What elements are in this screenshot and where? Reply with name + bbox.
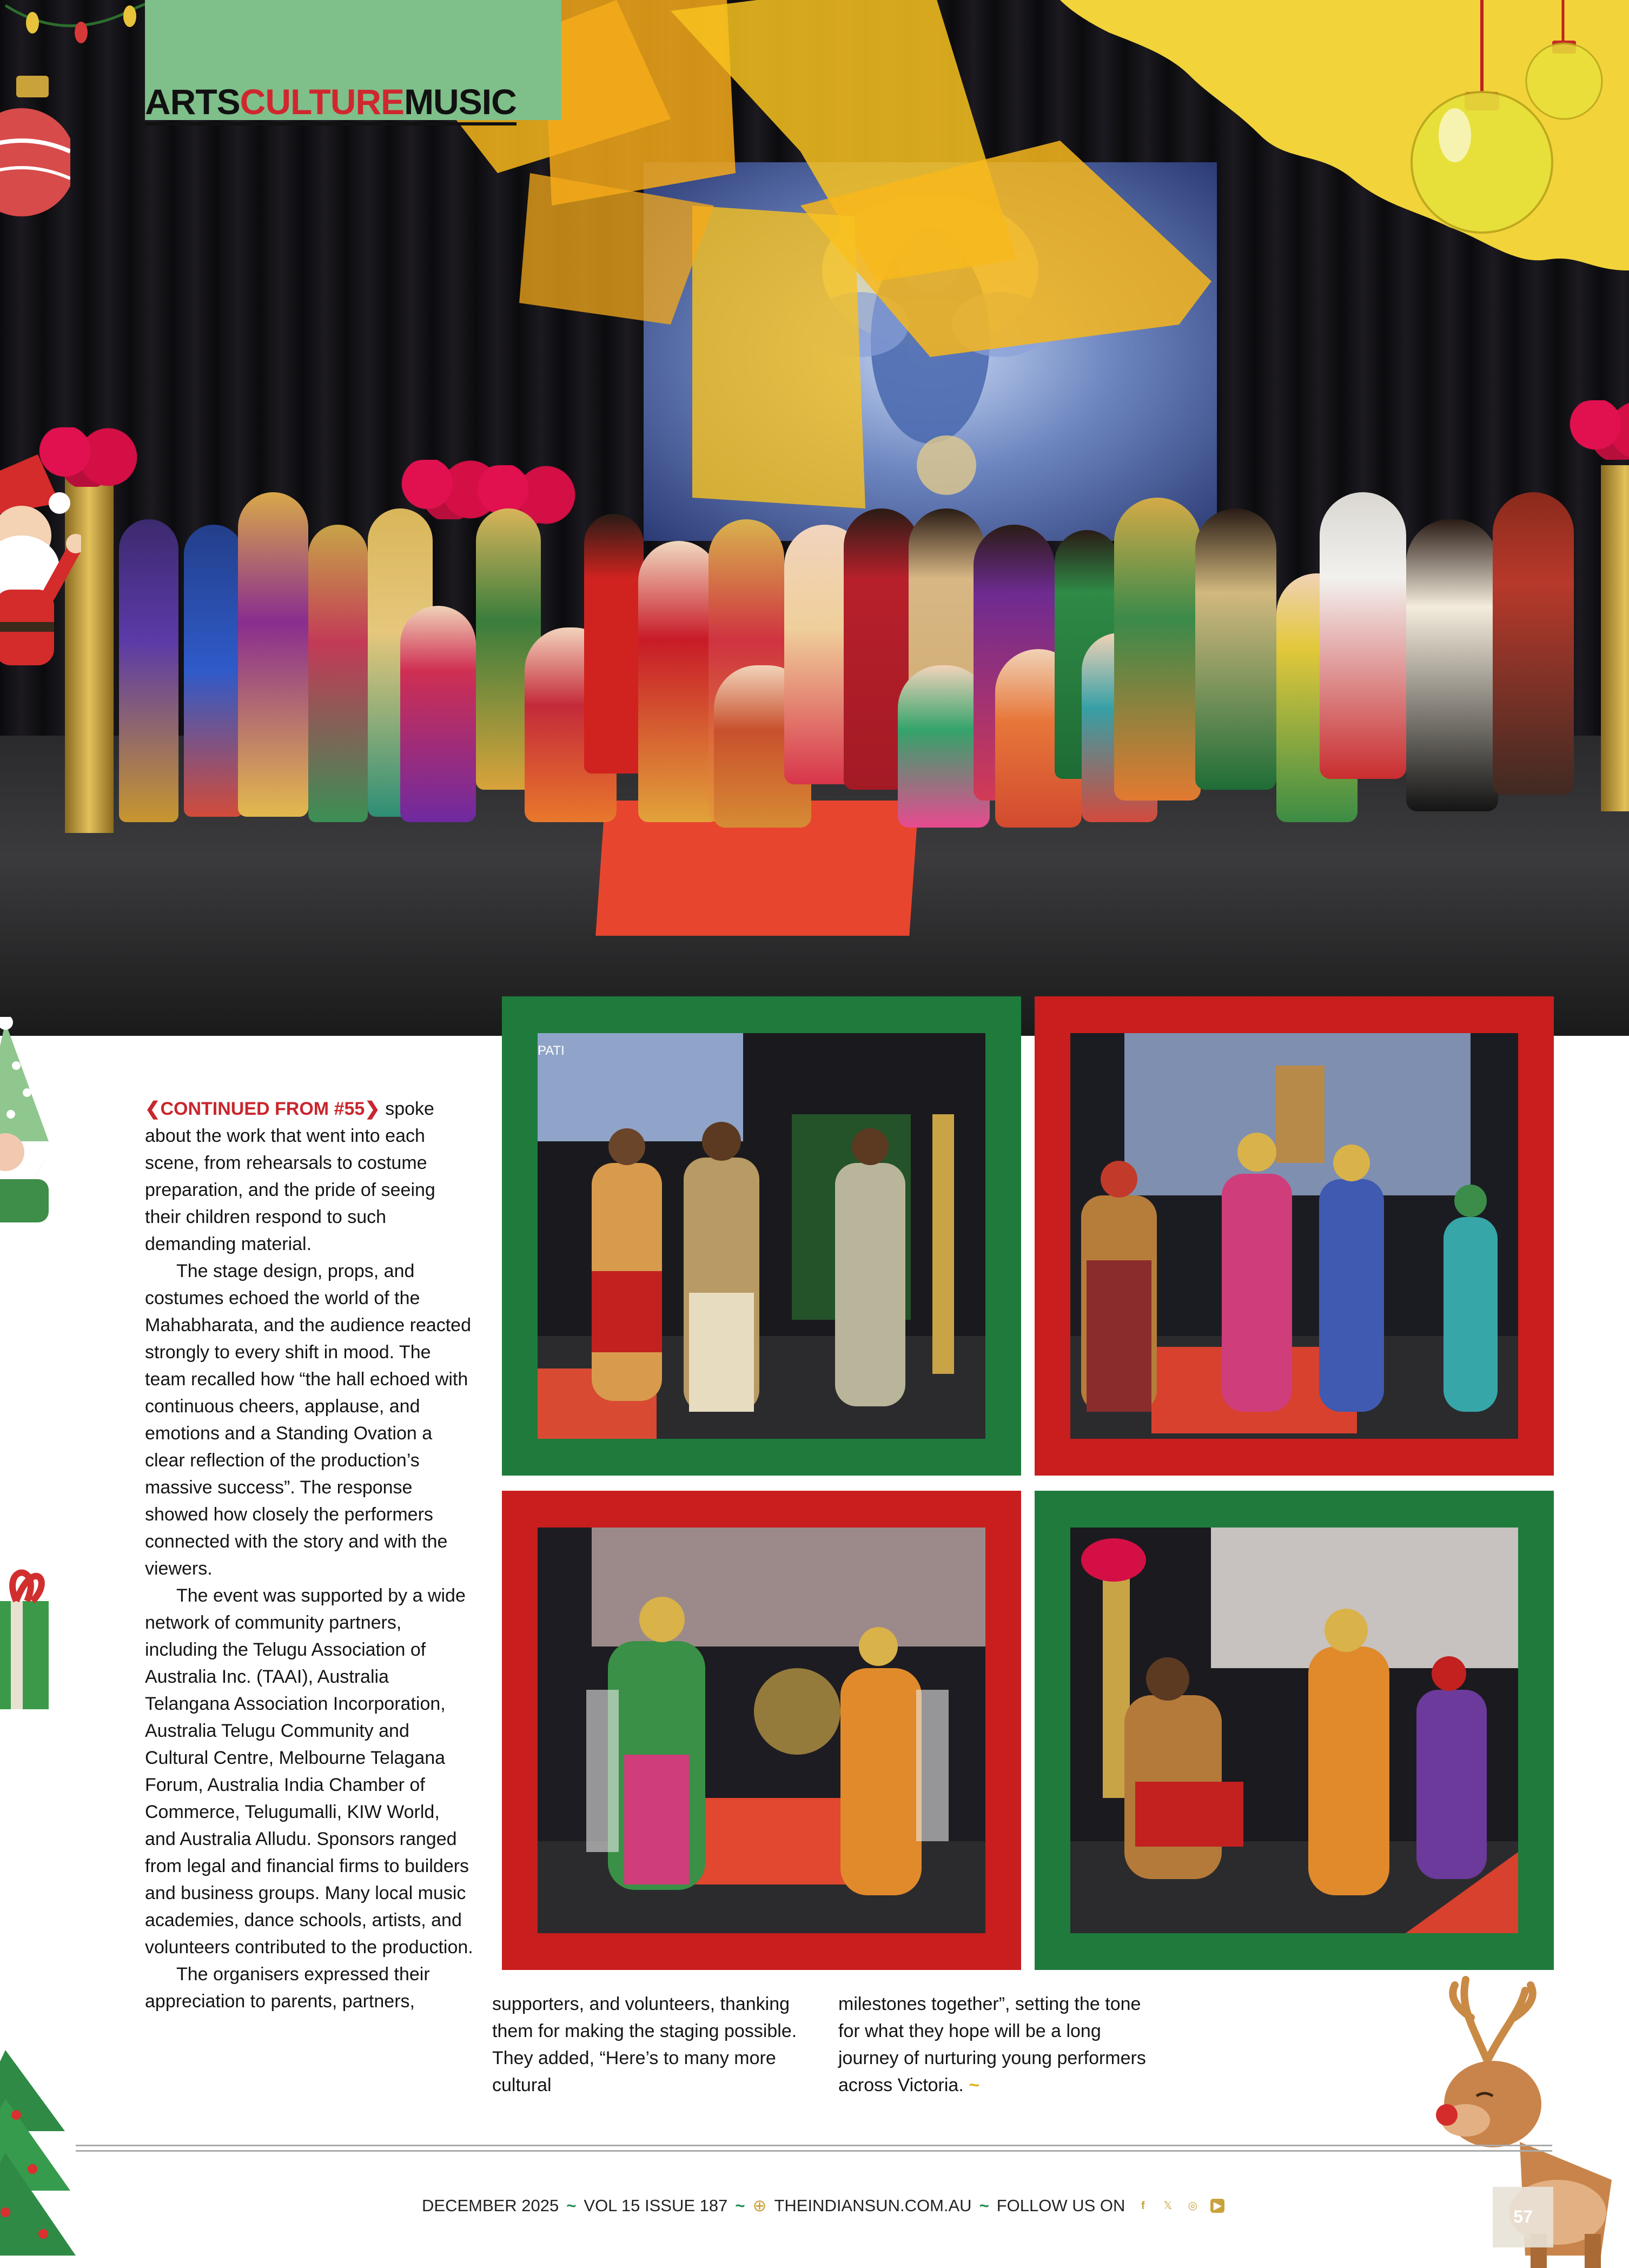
santa-claus-icon — [0, 454, 81, 682]
gold-pillar-right — [1601, 465, 1629, 811]
photo-frame-top-left — [502, 996, 1021, 1476]
footer-issue: VOL 15 ISSUE 187 — [584, 2196, 728, 2215]
section-label — [145, 81, 516, 125]
facebook-icon[interactable]: f — [1141, 2200, 1145, 2212]
end-mark-icon: ~ — [969, 2075, 980, 2095]
article-column-2 — [492, 1991, 817, 2099]
photo-mahabharata-scene-3 — [1070, 1528, 1518, 1933]
footer-rule — [76, 2145, 1552, 2146]
christmas-tree-icon — [0, 2050, 76, 2266]
x-icon[interactable]: 𝕏 — [1163, 2200, 1173, 2212]
article-column-3 — [838, 1991, 1163, 2099]
footer-website-link[interactable]: THEINDIANSUN.COM.AU — [774, 2196, 972, 2215]
section-word-music: MUSIC — [404, 82, 516, 122]
screen-text: PATI — [538, 1043, 565, 1058]
photo-organisers-on-stage — [538, 1033, 985, 1439]
performers-group — [97, 476, 1568, 855]
footer-bar — [422, 2196, 1224, 2216]
article-paragraph: The stage design, props, and costumes echoed the world of the Mahabharata, and the audience reacted strongly to every shift in mood. The team recalled how “the hall echoed with continuous cheers, applause, and emotions and a Standing Ovation a clear reflection of the production’s massive success”. The response showed how closely the performers connected with the story and with the viewers. — [145, 1261, 472, 1579]
article-paragraph: supporters, and volunteers, thanking them for making the staging possible. They added, “Here’s to many more cultural — [492, 1994, 797, 2095]
gnome-icon — [0, 1017, 59, 1233]
instagram-icon[interactable]: ◎ — [1188, 2200, 1198, 2212]
article-paragraph: The organisers expressed their appreciation to parents, partners, — [145, 1964, 430, 2012]
article-text: spoke about the work that went into each scene, from rehearsals to costume preparation, and the pride of seeing their children respond to such demanding material. — [145, 1099, 435, 1254]
youtube-icon[interactable]: ▶ — [1210, 2199, 1224, 2213]
photo-frame-top-right — [1035, 996, 1554, 1476]
christmas-ornaments-icon — [1401, 0, 1628, 254]
footer-separator-icon: ~ — [979, 2196, 989, 2215]
footer-separator-icon: ~ — [566, 2196, 577, 2215]
photo-frame-bottom-right — [1035, 1491, 1554, 1970]
continued-from-link[interactable]: ❮CONTINUED FROM #55❯ — [145, 1099, 380, 1119]
section-word-culture: CULTURE — [240, 82, 405, 122]
flower-arrangement — [1563, 400, 1629, 460]
article-text: milestones together”, setting the tone for what they hope will be a long journey of nurturing young performers across Victoria. — [838, 1994, 1146, 2095]
footer-date: DECEMBER 2025 — [422, 2196, 559, 2215]
page-number: 57 — [1513, 2207, 1533, 2226]
footer-follow-label: FOLLOW US ON — [996, 2196, 1125, 2215]
hero-group-photo — [0, 0, 1629, 1036]
article-paragraph — [145, 1095, 475, 1258]
footer-separator-icon: ~ — [735, 2196, 745, 2215]
photo-mahabharata-scene-2 — [538, 1528, 985, 1933]
photo-mahabharata-scene-1 — [1070, 1033, 1518, 1439]
red-bauble-icon — [0, 65, 70, 238]
globe-icon: ⊕ — [752, 2196, 767, 2215]
article-paragraph — [838, 1991, 1163, 2099]
gift-box-icon — [0, 1558, 54, 1720]
section-word-arts: ARTS — [145, 82, 240, 122]
photo-frame-bottom-left — [502, 1491, 1021, 1970]
footer-rule — [76, 2150, 1552, 2152]
article-paragraph: The event was supported by a wide network of community partners, including the Telugu Association of Australia Inc. (TAAI), Australia Telangana Association Incorporation, Australia Telugu Community and Cultural Centre, Melbourne Telagana Forum, Australia India Chamber of Commerce, Telugumalli, KIW World, and Australia Alludu. Sponsors ranged from legal and financial firms to builders and business groups. Many local music academies, dance schools, artists, and volunteers contributed to the production. — [145, 1585, 473, 1958]
article-column-1 — [145, 1095, 475, 2015]
